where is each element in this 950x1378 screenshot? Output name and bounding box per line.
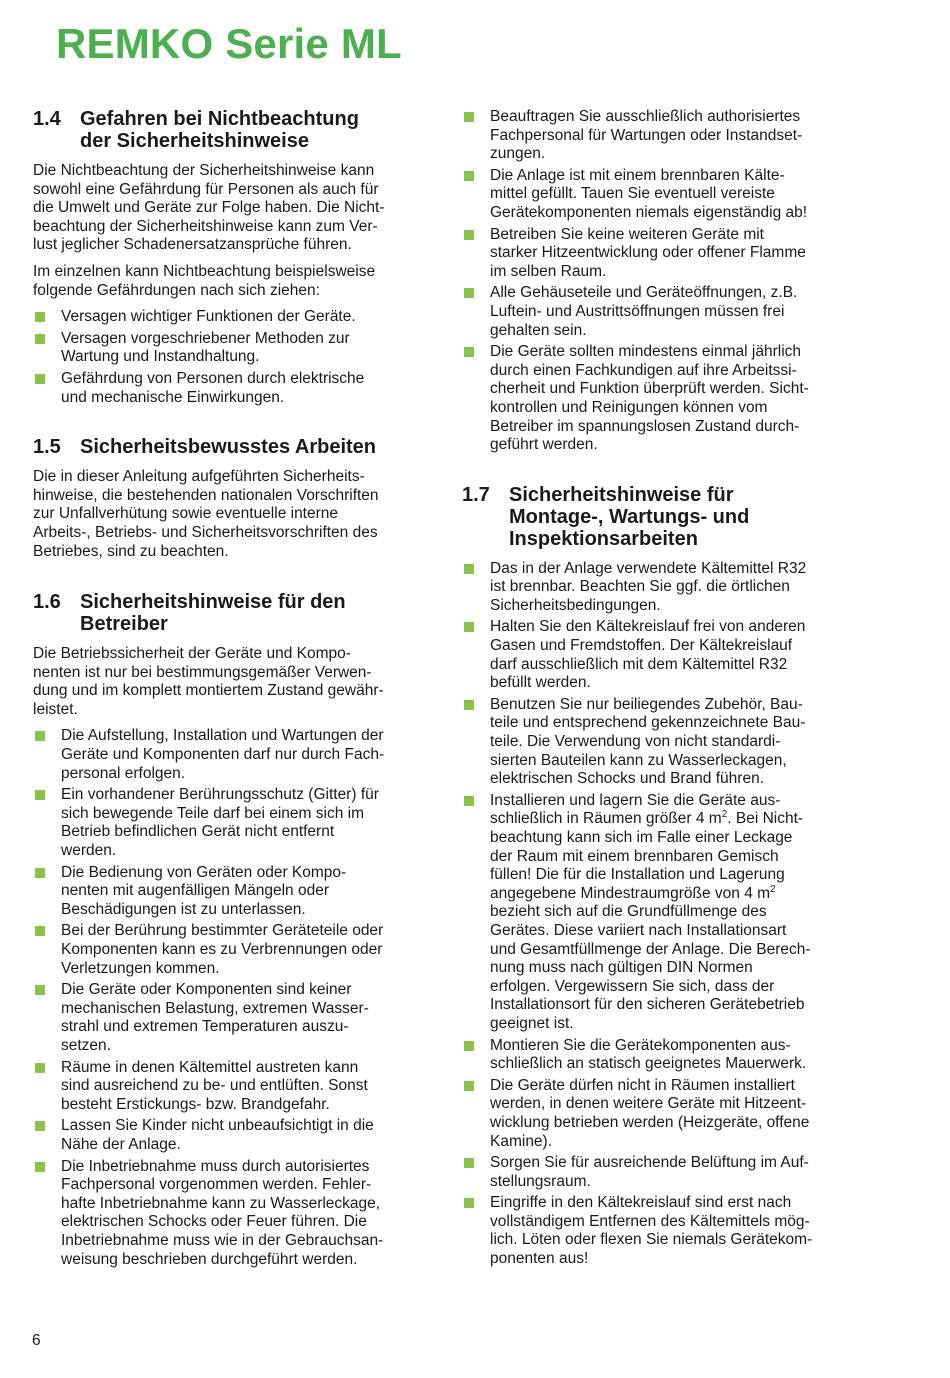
bullet-square-icon <box>464 622 474 632</box>
bullet-square-icon <box>464 1041 474 1051</box>
section-heading <box>33 591 423 635</box>
list-item-text: Versagen vorgeschriebener Methoden zur Wartung und Instandhaltung. <box>61 329 350 366</box>
list-item-text: Die Inbetriebnahme muss durch autorisiertes Fachpersonal vorgenommen werden. Fehler- hafte Inbetriebnahme kann zu Wasserleckage, elektrischen Schocks oder Feuer führen. Die Inbetriebnahme muss wie in der Gebrauchsan- weisung beschrieben durchgeführt werden. <box>61 1157 384 1268</box>
bullet-square-icon <box>464 230 474 240</box>
superscript: 2 <box>721 809 728 821</box>
list-item-text: Bei der Berührung bestimmter Geräteteile oder Komponenten kann es zu Verbrennungen oder Verletzungen kommen. <box>61 922 384 977</box>
page-number: 6 <box>32 1332 41 1349</box>
list-item-text <box>490 792 811 1032</box>
bullet-square-icon <box>35 334 45 344</box>
list-item-text: Ein vorhandener Berührungsschutz (Gitter) für sich bewegende Teile darf bei einem sich im Betrieb befindlichen Gerät nicht entfernt werden. <box>61 786 379 860</box>
paragraph: Die Betriebssicherheit der Geräte und Kompo- nenten ist nur bei bestimmungsgemäßer Verwen- dung und im komplett montiertem Zustand gewähr- leistet. <box>33 645 384 718</box>
list-item-text: Gefährdung von Personen durch elektrische und mechanische Einwirkungen. <box>61 369 365 406</box>
bullet-square-icon <box>464 700 474 710</box>
bullet-square-icon <box>464 288 474 298</box>
section-heading <box>462 484 854 550</box>
bullet-square-icon <box>35 1162 45 1172</box>
list-item-text: Die Geräte oder Komponenten sind keiner mechanischen Belastung, extremen Wasser- strahl und extremen Temperaturen auszu- setzen. <box>61 981 369 1054</box>
list-item <box>462 167 854 223</box>
list-item <box>33 330 423 367</box>
list-item-install <box>462 792 854 1034</box>
bullet-square-icon <box>464 347 474 357</box>
list-item-text: Benutzen Sie nur beiliegendes Zubehör, Bau- teile und entsprechend gekennzeichnete Bau- teile. Die Verwendung von nicht standardi- sierten Bauteilen kann zu Wasserleckagen, elektrischen Schocks und Brand führen. <box>490 695 806 788</box>
list-item-text: Räume in denen Kältemittel austreten kann sind ausreichend zu be- und entlüften. Sonst besteht Erstickungs- bzw. Brandgefahr. <box>61 1058 368 1113</box>
list-item <box>462 1077 854 1151</box>
paragraph: Die Nichtbeachtung der Sicherheitshinweise kann sowohl eine Gefährdung für Personen als auch für die Umwelt und Geräte zur Folge haben. Die Nicht- beachtung der Sicherheitshinweise kann zum Ver- lust jeglicher Schadenersatzansprüche führen. <box>33 162 385 254</box>
list-item <box>33 727 423 783</box>
bullet-square-icon <box>35 868 45 878</box>
left-column <box>33 108 423 1272</box>
document-title: REMKO Serie ML <box>56 20 402 67</box>
section-title: Sicherheitshinweise für den Betreiber <box>80 591 346 636</box>
list-item-text: Alle Gehäuseteile und Geräteöffnungen, z.B. Luftein- und Austrittsöffnungen müssen frei gehalten sein. <box>490 284 798 339</box>
bullet-square-icon <box>35 731 45 741</box>
section-heading <box>33 108 423 152</box>
text-part: bezieht sich auf die Grundfüllmenge des Gerätes. Diese variiert nach Installationsart und Gesamtfüllmenge der Anlage. Die Berech- nung muss nach gültigen DIN Normen erfolgen. Vergewissern Sie sich, dass der Installationsort für den sicheren Gerätebetrieb geeignet ist. <box>490 903 811 1032</box>
section-title: Sicherheitshinweise für Montage-, Wartungs- und Inspektionsarbeiten <box>509 483 750 550</box>
list-item-text: Das in der Anlage verwendete Kältemittel R32 ist brennbar. Beachten Sie ggf. die örtlichen Sicherheitsbedingungen. <box>490 559 807 614</box>
list-item <box>462 1154 854 1191</box>
list-item-text: Halten Sie den Kältekreislauf frei von anderen Gasen und Fremdstoffen. Der Kältekreislauf darf ausschließlich mit dem Kältemittel R32 befüllt werden. <box>490 618 806 692</box>
list-item <box>33 922 423 978</box>
bullet-square-icon <box>464 1158 474 1168</box>
list-item-text: Die Aufstellung, Installation und Wartungen der Geräte und Komponenten darf nur durch Fach- personal erfolgen. <box>61 727 385 782</box>
list-item-text: Die Geräte sollten mindestens einmal jährlich durch einen Fachkundigen auf ihre Arbeitssi- cherheit und Funktion überprüft werden. Sicht- kontrollen und Reinigungen können vom Betreiber im spannungslosen Zustand durch- geführt werden. <box>490 343 809 454</box>
list-item <box>462 1037 854 1074</box>
list-item <box>462 226 854 282</box>
list-item-text: Die Anlage ist mit einem brennbaren Kälte- mittel gefüllt. Tauen Sie eventuell vereiste Gerätekomponenten niemals eigenständig ab! <box>490 166 808 221</box>
section-number: 1.5 <box>33 436 61 459</box>
section-1-7 <box>462 484 854 1269</box>
section-title: Sicherheitsbewusstes Arbeiten <box>80 436 377 459</box>
list-item-text: Die Geräte dürfen nicht in Räumen installiert werden, in denen weitere Geräte mit Hitzeent- wicklung betrieben werden (Heizgeräte, offene Kamine). <box>490 1076 810 1150</box>
bullet-list <box>33 727 423 1269</box>
bullet-square-icon <box>35 790 45 800</box>
list-item-text: Eingriffe in den Kältekreislauf sind erst nach vollständigem Entfernen des Kältemittels mög- lich. Löten oder flexen Sie niemals Gerätekom- ponenten aus! <box>490 1194 813 1268</box>
paragraph: Im einzelnen kann Nichtbeachtung beispielsweise folgende Gefährdungen nach sich ziehen: <box>33 262 376 299</box>
list-item-text: Die Bedienung von Geräten oder Kompo- nenten mit augenfälligen Mängeln oder Beschädigungen ist zu unterlassen. <box>61 863 347 918</box>
bullet-square-icon <box>35 312 45 322</box>
bullet-square-icon <box>35 926 45 936</box>
list-item <box>462 108 854 164</box>
bullet-square-icon <box>35 1121 45 1131</box>
list-item-text: Betreiben Sie keine weiteren Geräte mit starker Hitzeentwicklung oder offener Flamme im selben Raum. <box>490 225 806 280</box>
list-item <box>462 560 854 616</box>
bullet-list <box>33 308 423 407</box>
text-part: Installieren und lagern Sie die Geräte aus- schließlich in Räumen größer 4 m <box>490 791 781 828</box>
bullet-list <box>462 108 854 455</box>
section-title: Gefahren bei Nichtbeachtung der Sicherheitshinweise <box>80 108 359 152</box>
section-heading <box>33 436 423 458</box>
list-item-text: Versagen wichtiger Funktionen der Geräte. <box>61 308 356 326</box>
list-item-text: Beauftragen Sie ausschließlich authorisiertes Fachpersonal für Wartungen oder Instandset- zungen. <box>490 108 803 163</box>
bullet-square-icon <box>35 1063 45 1073</box>
list-item <box>33 1158 423 1270</box>
list-item-text: Montieren Sie die Gerätekomponenten aus- schließlich an statisch geeignetes Mauerwerk. <box>490 1036 807 1073</box>
list-item <box>33 864 423 920</box>
text-part: . Bei Nicht- beachtung kann sich im Falle einer Leckage der Raum mit einem brennbaren Gemisch füllen! Die für die Installation und Lagerung angegebene Mindestraumgröße von 4 m <box>490 810 804 902</box>
bullet-square-icon <box>464 564 474 574</box>
bullet-square-icon <box>464 112 474 122</box>
section-1-6 <box>33 591 423 1269</box>
list-item <box>33 786 423 860</box>
list-item <box>33 1117 423 1154</box>
list-item <box>462 696 854 789</box>
list-item <box>462 284 854 340</box>
bullet-square-icon <box>35 374 45 384</box>
bullet-square-icon <box>464 796 474 806</box>
list-item <box>462 343 854 455</box>
superscript: 2 <box>770 883 776 895</box>
paragraph: Die in dieser Anleitung aufgeführten Sicherheits- hinweise, die bestehenden nationalen Vorschriften zur Unfallverhütung sowie eventuelle interne Arbeits-, Betriebs- und Sicherheitsvorschriften des Betriebes, sind zu beachten. <box>33 468 379 560</box>
bullet-square-icon <box>464 171 474 181</box>
list-item-text: Sorgen Sie für ausreichende Belüftung im Auf- stellungsraum. <box>490 1154 809 1190</box>
list-item <box>33 981 423 1055</box>
list-item <box>462 618 854 692</box>
bullet-square-icon <box>35 985 45 995</box>
list-item <box>462 1194 854 1268</box>
section-1-5 <box>33 436 423 561</box>
bullet-list <box>462 560 854 1269</box>
section-number: 1.6 <box>33 591 61 614</box>
list-item <box>33 1059 423 1115</box>
list-item <box>33 308 423 327</box>
list-item-text: Lassen Sie Kinder nicht unbeaufsichtigt in die Nähe der Anlage. <box>61 1117 374 1153</box>
section-1-4 <box>33 108 423 407</box>
bullet-square-icon <box>464 1198 474 1208</box>
list-item <box>33 370 423 407</box>
section-number: 1.4 <box>33 108 61 130</box>
bullet-square-icon <box>464 1081 474 1091</box>
section-number: 1.7 <box>462 483 490 506</box>
right-column <box>462 108 854 1272</box>
section-1-6-continued <box>462 108 854 455</box>
